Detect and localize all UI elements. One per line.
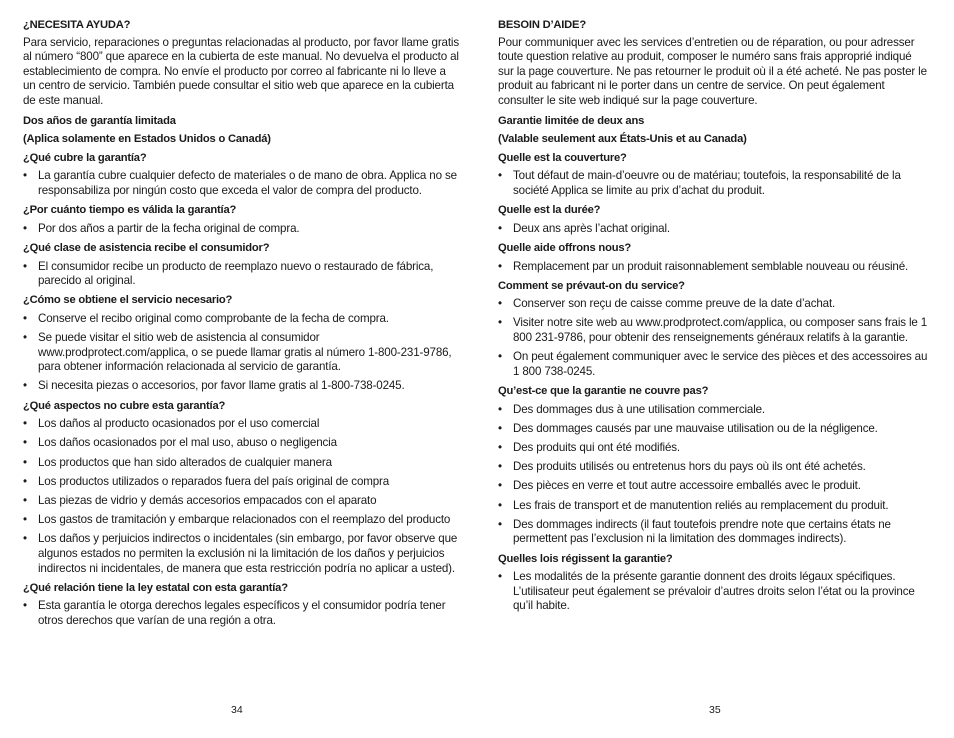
warranty-scope: (Valable seulement aux États-Unis et au Canada) [498,133,747,146]
section-heading: ¿Qué clase de asistencia recibe el consumidor? [23,241,270,254]
list-item: • Los gastos de tramitación y embarque relacionados con el reemplazo del producto [23,513,459,528]
list-item: • Les modalités de la présente garantie donnent des droits légaux spécifiques. L’utilisateur peut également se prévaloir d’autres droits selon l’état ou la province qu’il habite. [498,570,928,614]
list-item: • Tout défaut de main-d’oeuvre ou de matériau; toutefois, la responsabilité de la société Applica se limite au prix d’achat du produit. [498,169,928,198]
list-item: • Des produits qui ont été modifiés. [498,441,928,456]
page-number: 35 [709,704,721,716]
list-item: • Los daños y perjuicios indirectos o incidentales (sin embargo, por favor observe que algunos estados no permiten la exclusión ni la limitación de los daños y perjuicios indirectos ni incidentales, de manera que esta restricción podría no aplicar a usted). [23,532,459,576]
list-item: • Las piezas de vidrio y demás accesorios empacados con el aparato [23,494,459,509]
help-title: ¿NECESITA AYUDA? [23,19,131,31]
bullet-list [23,260,459,289]
bullet-list [498,260,928,275]
section-heading: ¿Qué aspectos no cubre esta garantía? [23,399,226,412]
warranty-sections [498,151,928,614]
section-heading: Quelle est la durée? [498,204,601,217]
page-34-column [23,18,459,633]
bullet-list [498,297,928,379]
help-intro: Pour communiquer avec les services d’entretien ou de réparation, ou pour adresser toute question relative au produit, composer le numéro sans frais approprié indiqué sur la page couverture. Ne pas retourner le produit où il a été acheté. Ne pas poster le produit au fabricant ni le porter dans un centre de service. On peut également consulter le site web indiqué sur la page couverture. [498,35,927,107]
list-item: • Des pièces en verre et tout autre accessoire emballés avec le produit. [498,479,928,494]
list-item: • Les frais de transport et de manutention reliés au remplacement du produit. [498,499,928,514]
section-heading: Comment se prévaut-on du service? [498,279,685,292]
bullet-list [23,599,459,628]
list-item: • Des produits utilisés ou entretenus hors du pays où ils ont été achetés. [498,460,928,475]
help-intro: Para servicio, reparaciones o preguntas relacionadas al producto, por favor llame gratis al número “800” que aparece en la cubierta de este manual. No devuelva el producto al establecimiento de compra. No envíe el producto por correo al fabricante ni lo lleve a un centro de servicio. También puede consultar el sitio web que aparece en la cubierta de este manual. [23,35,459,107]
bullet-list [23,312,459,394]
section-heading: Quelles lois régissent la garantie? [498,552,673,565]
list-item: • Los daños ocasionados por el mal uso, abuso o negligencia [23,436,459,451]
list-item: • Los daños al producto ocasionados por el uso comercial [23,417,459,432]
list-item: • Des dommages dus à une utilisation commerciale. [498,403,928,418]
list-item: • Deux ans après l’achat original. [498,222,928,237]
bullet-list [498,570,928,614]
list-item: • Remplacement par un produit raisonnablement semblable nouveau ou réusiné. [498,260,928,275]
section-heading: Quelle aide offrons nous? [498,241,631,254]
page-35-column [498,18,928,619]
section-heading: Qu’est-ce que la garantie ne couvre pas? [498,385,709,398]
list-item: • On peut également communiquer avec le service des pièces et des accessoires au 1 800 738-0245. [498,350,928,379]
section-heading: ¿Qué cubre la garantía? [23,151,147,164]
list-item: • Si necesita piezas o accesorios, por favor llame gratis al 1-800-738-0245. [23,379,459,394]
section-heading: ¿Cómo se obtiene el servicio necesario? [23,294,233,307]
section-heading: Quelle est la couverture? [498,151,627,164]
list-item: • Des dommages causés par une mauvaise utilisation ou de la négligence. [498,422,928,437]
list-item: • Visiter notre site web au www.prodprotect.com/applica, ou composer sans frais le 1 800 231-9786, pour obtenir des renseignements généraux relatifs à la garantie. [498,316,928,345]
help-title: BESOIN D’AIDE? [498,19,586,31]
bullet-list [23,417,459,576]
bullet-list [23,169,459,198]
list-item: • Los productos utilizados o reparados fuera del país original de compra [23,475,459,490]
bullet-list [23,222,459,237]
section-heading: ¿Por cuánto tiempo es válida la garantía? [23,204,237,217]
list-item: • Se puede visitar el sitio web de asistencia al consumidor www.prodprotect.com/applica, o se puede llamar gratis al número 1-800-231-9786, para obtener información relacionada al servicio de garantía. [23,331,459,375]
bullet-list [498,169,928,198]
list-item: • El consumidor recibe un producto de reemplazo nuevo o restaurado de fábrica, parecido al original. [23,260,459,289]
list-item: • Conserve el recibo original como comprobante de la fecha de compra. [23,312,459,327]
section-heading: ¿Qué relación tiene la ley estatal con esta garantía? [23,581,288,594]
list-item: • Por dos años a partir de la fecha original de compra. [23,222,459,237]
list-item: • Los productos que han sido alterados de cualquier manera [23,456,459,471]
warranty-title: Dos años de garantía limitada [23,114,176,127]
warranty-sections [23,151,459,629]
page-number: 34 [231,704,243,716]
list-item: • La garantía cubre cualquier defecto de materiales o de mano de obra. Applica no se responsabiliza por ningún costo que exceda el valor de compra del producto. [23,169,459,198]
list-item: • Conserver son reçu de caisse comme preuve de la date d’achat. [498,297,928,312]
bullet-list [498,222,928,237]
bullet-list [498,403,928,547]
warranty-scope: (Aplica solamente en Estados Unidos o Canadá) [23,133,271,146]
warranty-title: Garantie limitée de deux ans [498,114,645,127]
list-item: • Esta garantía le otorga derechos legales específicos y el consumidor podría tener otros derechos que varían de una región a otra. [23,599,459,628]
list-item: • Des dommages indirects (il faut toutefois prendre note que certains états ne permettent pas l’exclusion ni la limitation des dommages indirects). [498,518,928,547]
